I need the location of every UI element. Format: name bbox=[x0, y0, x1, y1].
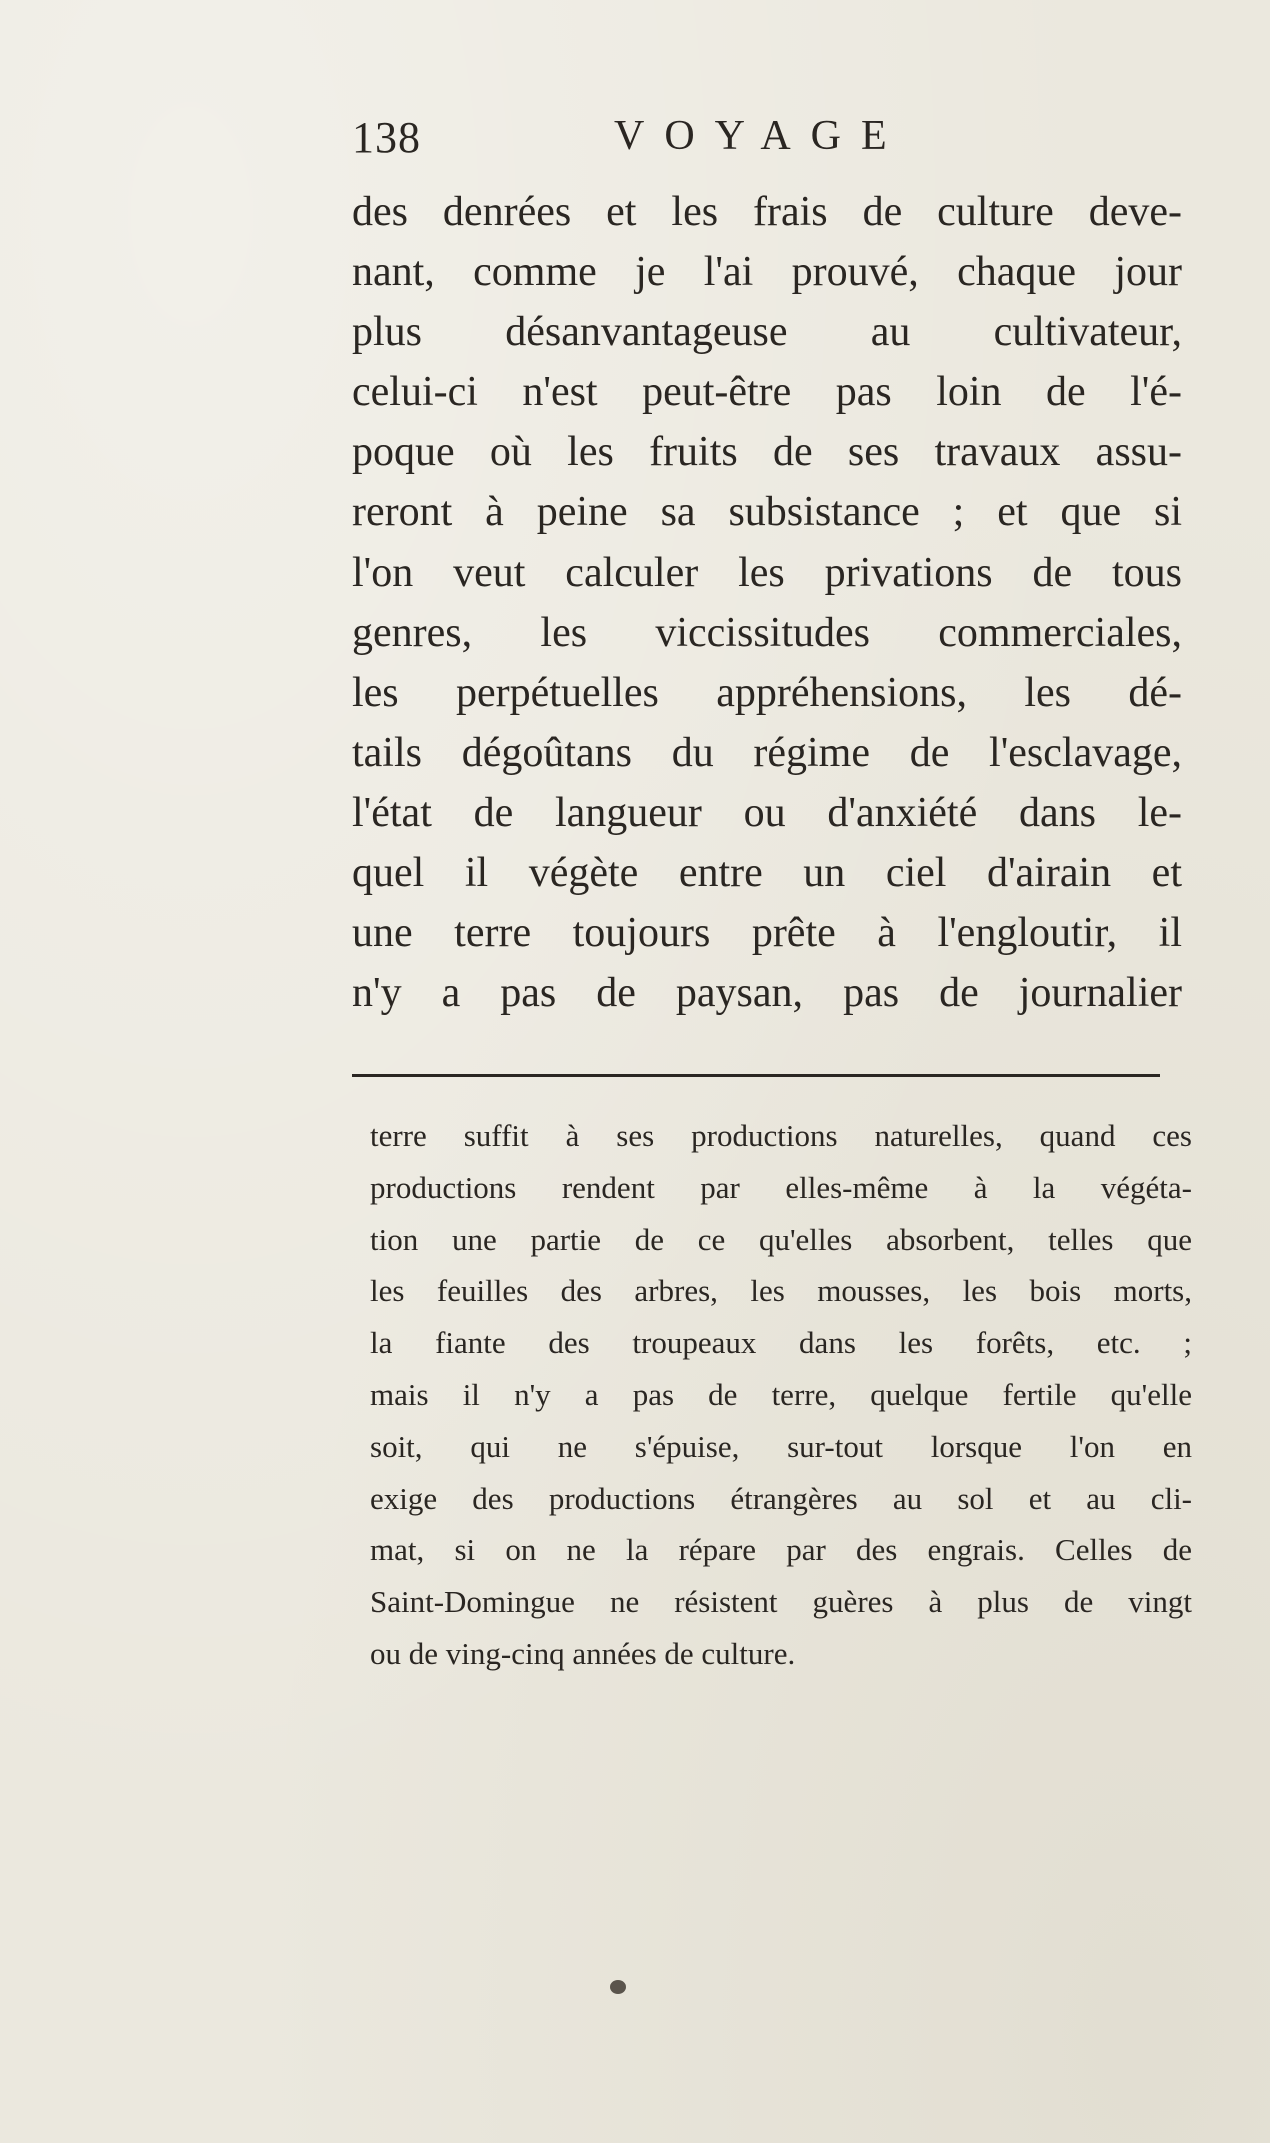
footnote-line: mais il n'y a pas de terre, quelque fertile qu'elle bbox=[370, 1376, 1192, 1412]
page-number: 138 bbox=[352, 113, 421, 162]
footnote-line: soit, qui ne s'épuise, sur-tout lorsque l'on en bbox=[370, 1428, 1192, 1464]
body-line: des denrées et les frais de culture deve- bbox=[352, 189, 1182, 235]
running-head: VOYAGE bbox=[614, 113, 907, 159]
body-line: genres, les viccissitudes commerciales, bbox=[352, 609, 1182, 656]
footnote-line: la fiante des troupeaux dans les forêts, etc. ; bbox=[370, 1325, 1192, 1361]
body-line: quel il végète entre un ciel d'airain et bbox=[352, 850, 1182, 897]
body-text bbox=[352, 182, 1182, 1023]
body-line: n'y a pas de paysan, pas de journalier bbox=[352, 970, 1182, 1017]
body-line: l'état de langueur ou d'anxiété dans le- bbox=[352, 789, 1182, 836]
footnote-line: productions rendent par elles-même à la végéta- bbox=[370, 1169, 1192, 1205]
body-line: nant, comme je l'ai prouvé, chaque jour bbox=[352, 249, 1182, 296]
footnote-separator-rule bbox=[352, 1074, 1160, 1077]
body-line: les perpétuelles appréhensions, les dé- bbox=[352, 669, 1182, 716]
footnote-line: les feuilles des arbres, les mousses, les bois morts, bbox=[370, 1273, 1192, 1309]
footnote-line: terre suffit à ses productions naturelles, quand ces bbox=[370, 1118, 1192, 1153]
body-line: plus désanvantageuse au cultivateur, bbox=[352, 309, 1182, 356]
body-line: une terre toujours prête à l'engloutir, il bbox=[352, 910, 1182, 957]
footnote-line: exige des productions étrangères au sol et au cli- bbox=[370, 1480, 1192, 1516]
body-line: poque où les fruits de ses travaux assu- bbox=[352, 429, 1182, 476]
footnote bbox=[370, 1110, 1192, 1680]
body-line: reront à peine sa subsistance ; et que si bbox=[352, 489, 1182, 536]
body-line: tails dégoûtans du régime de l'esclavage, bbox=[352, 729, 1182, 776]
footnote-line: mat, si on ne la répare par des engrais. Celles de bbox=[370, 1532, 1192, 1568]
body-line: celui-ci n'est peut-être pas loin de l'é- bbox=[352, 369, 1182, 416]
footnote-line: tion une partie de ce qu'elles absorbent, telles que bbox=[370, 1221, 1192, 1257]
ink-dot-ornament bbox=[610, 1980, 626, 1994]
footnote-line: Saint-Domingue ne résistent guères à plus de vingt bbox=[370, 1584, 1192, 1620]
body-line: l'on veut calculer les privations de tous bbox=[352, 549, 1182, 596]
footnote-line: ou de ving-cinq années de culture. bbox=[370, 1635, 796, 1671]
